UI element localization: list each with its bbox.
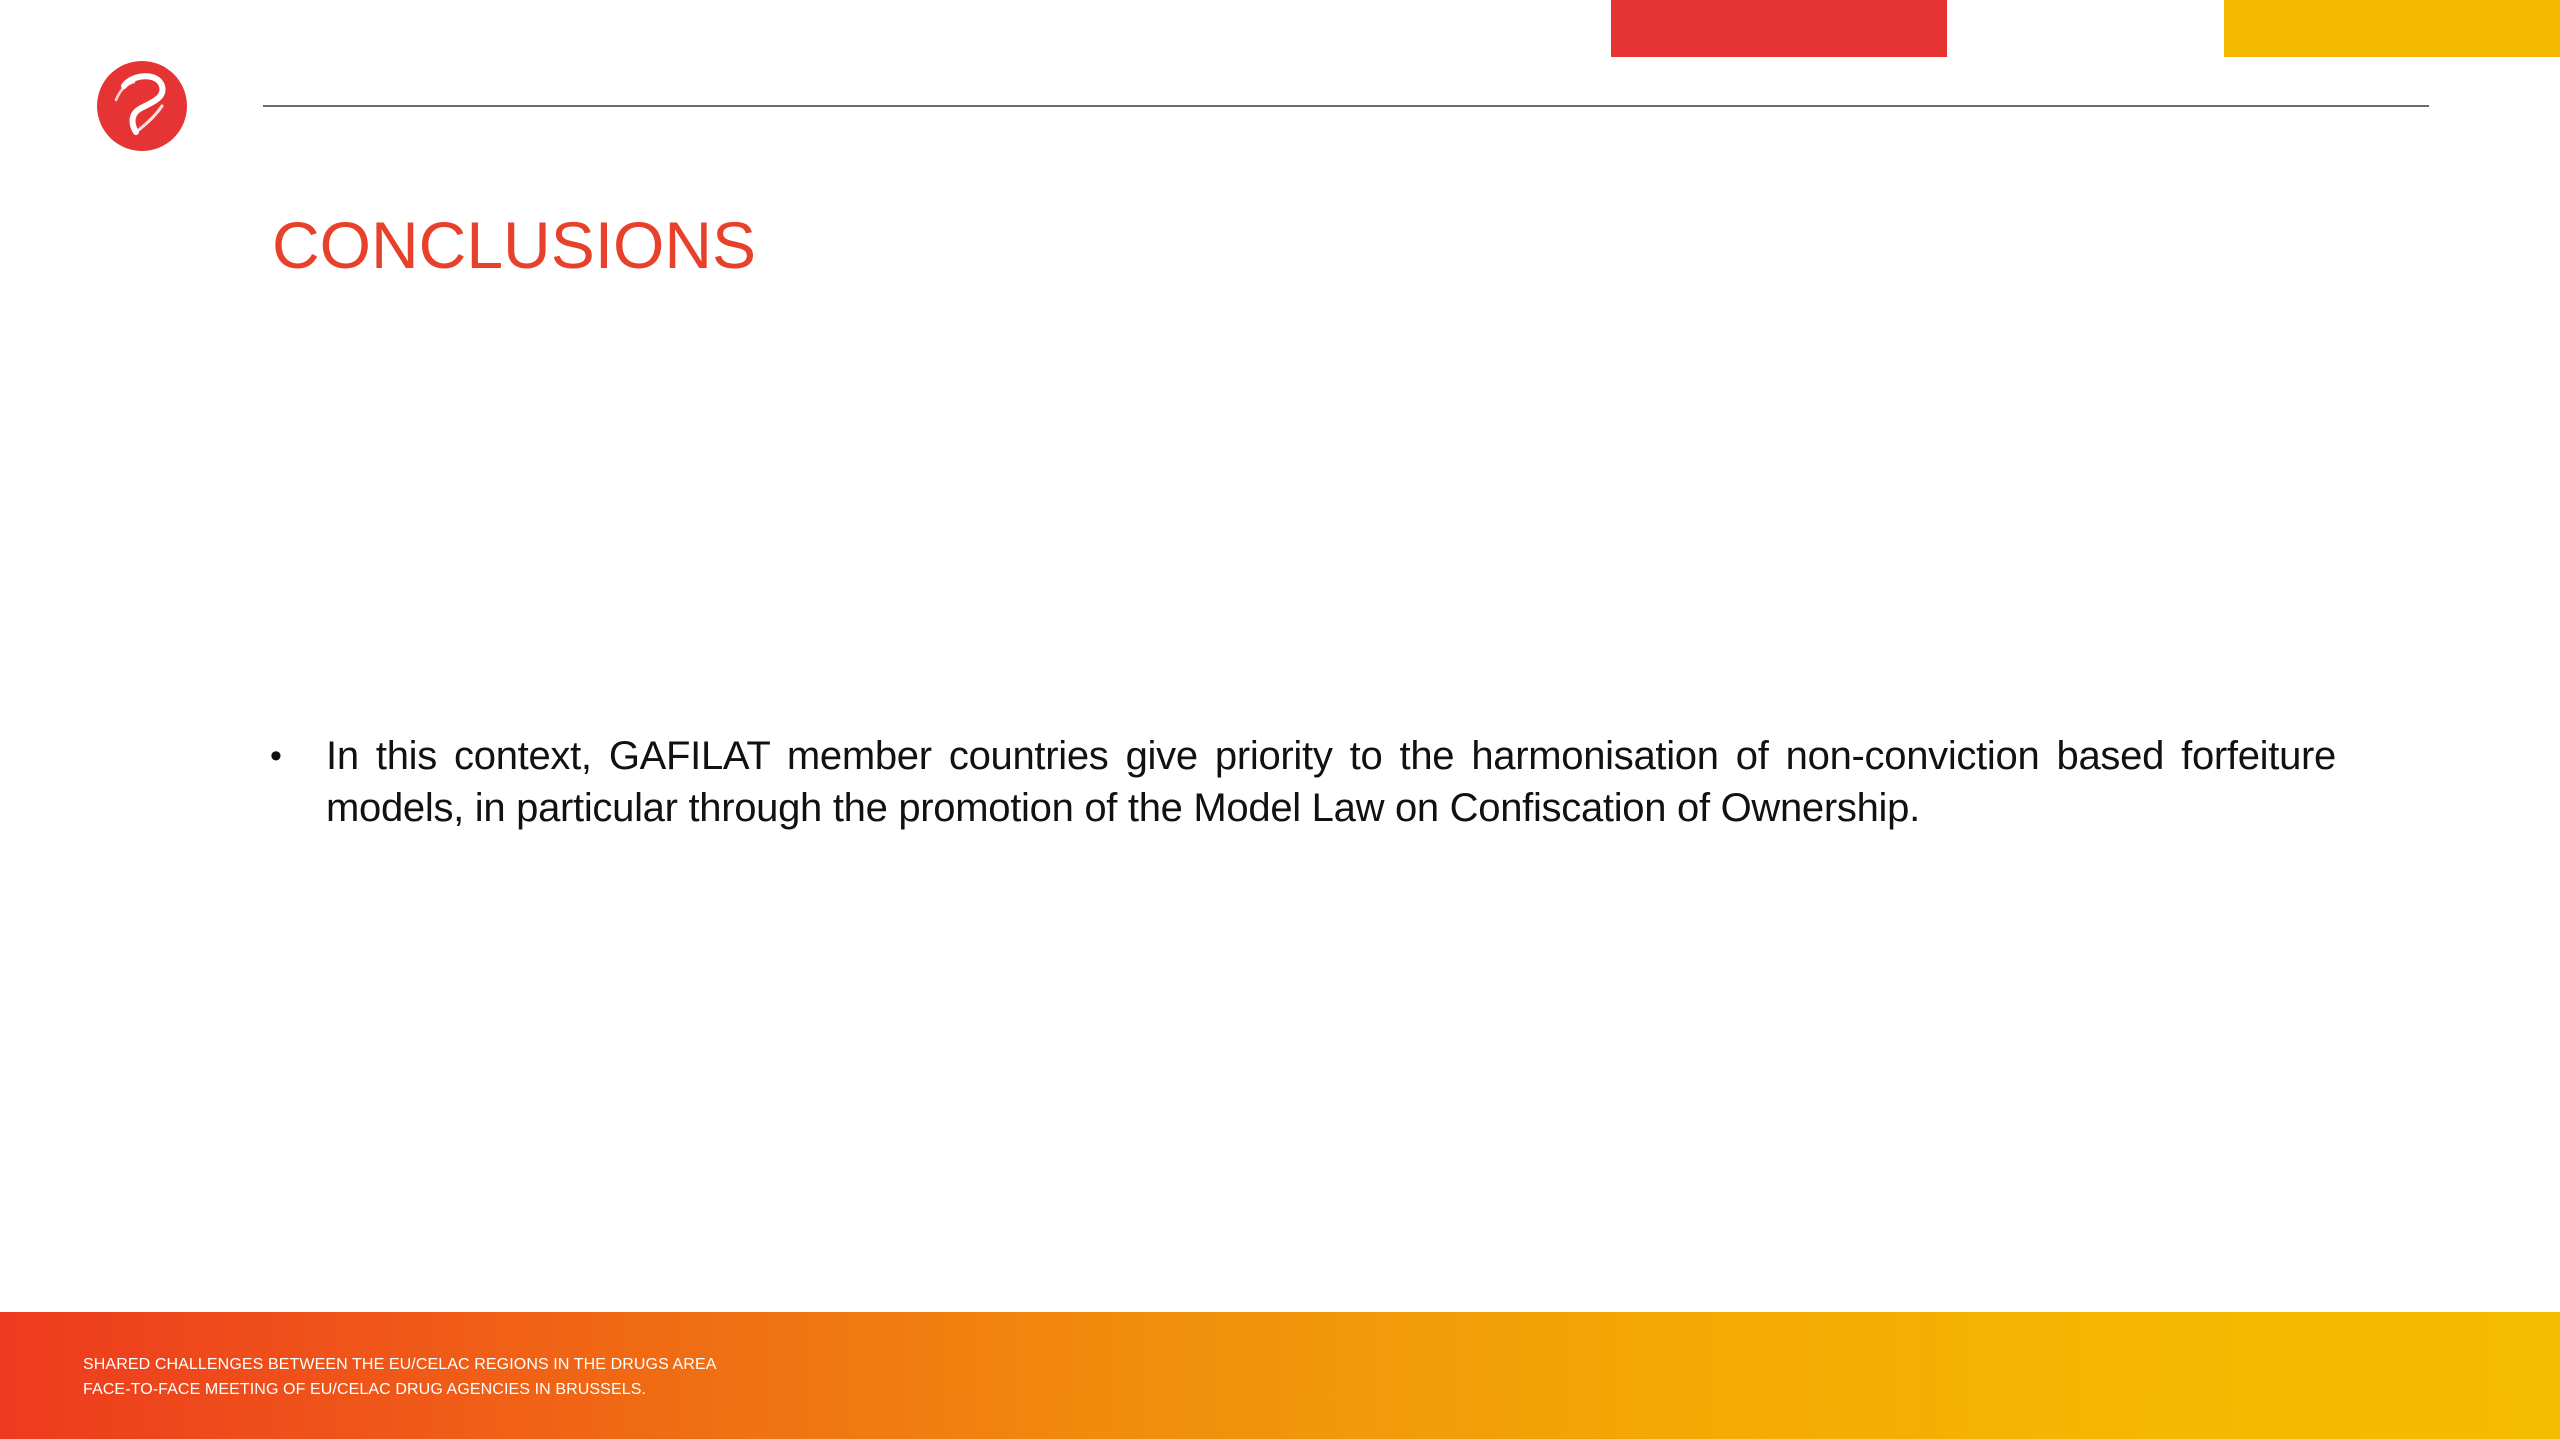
slide-title: CONCLUSIONS bbox=[272, 208, 757, 282]
top-accent-bar-yellow bbox=[2224, 0, 2560, 57]
footer-band bbox=[0, 1312, 2560, 1439]
header-divider bbox=[263, 105, 2429, 107]
footer-text bbox=[83, 1352, 717, 1402]
copolad-logo-icon bbox=[96, 60, 188, 152]
bullet-list bbox=[270, 730, 2336, 834]
bullet-item bbox=[270, 730, 2336, 834]
bullet-marker: • bbox=[270, 737, 282, 775]
bullet-text: In this context, GAFILAT member countries give priority to the harmonisation of non-conviction based forfeiture models, in particular through the promotion of the Model Law on Confiscation of Ownership. bbox=[326, 734, 2336, 830]
footer-line-meeting: FACE-TO-FACE MEETING OF EU/CELAC DRUG AGENCIES IN BRUSSELS. bbox=[83, 1381, 647, 1398]
footer-line-event: SHARED CHALLENGES BETWEEN THE EU/CELAC REGIONS IN THE DRUGS AREA bbox=[83, 1356, 717, 1373]
top-accent-bar-red bbox=[1611, 0, 1947, 57]
